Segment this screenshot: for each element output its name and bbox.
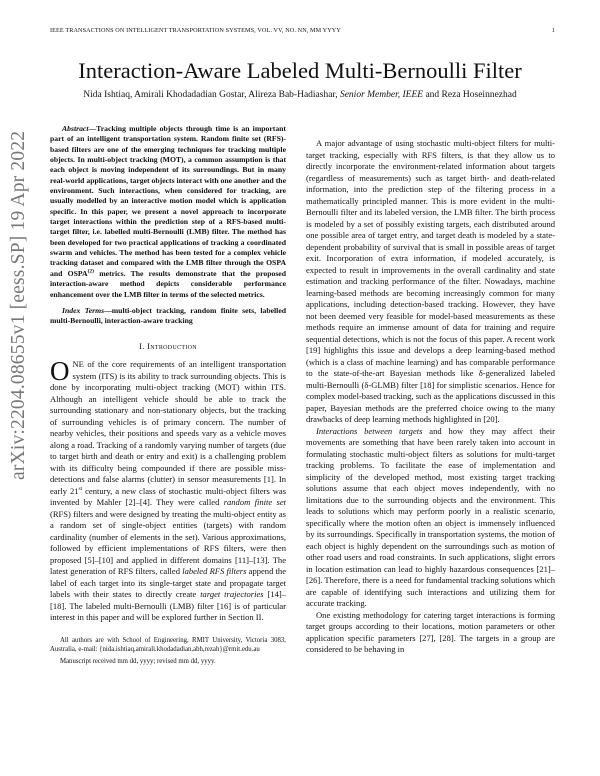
intro-italic-3: target trajectories	[200, 589, 264, 600]
abstract-text-end: metrics. The results demonstrate that the proposed interaction-aware method depicts considerable performance enhancement over the LMB filter in terms of the selected metrics.	[50, 268, 286, 299]
authors-end: and Reza Hoseinnezhad	[423, 90, 517, 100]
authors-main: Nida Ishtiaq, Amirali Khodadadian Gostar, Alireza Bab-Hadiashar,	[83, 90, 340, 100]
right-paragraph-1: A major advantage of using stochastic multi-object filters for multi-target tracking, especially with RFS filters, is that they allow us to directly incorporate the environment-related information about targets (regardless of measurements) such as target birth- and death-related information, into the prediction step of the filtering process in a mathematically principled manner. This is more evident in the multi-Bernoulli filter and its labeled version, the LMB filter. The birth process is modeled by a set of possibly existing targets, each distributed around one possible area of target entry, and target death is modeled by a state-dependent probability of survival that is small in possible areas of target exit. Incorporation of extra information, if modeled accurately, is expected to result in improvements in the overall cardinality and state estimation and tracking performance of the filter. Nowadays, machine learning-based methods are becoming increasingly common for many applications, including detection-based tracking. However, they have not been deemed very feasible for model-based measurements as these methods require an immense amount of data for training and require sequential detections, which is not the focus of this paper. A recent work [19] highlights this issue and develops a deep learning-based method (which is a class of machine learning) and has comparable performance to the state-of-the-art Bayesian methods like δ-generalized labeled multi-Bernoulli (δ-GLMB) filter [18] for simplistic scenarios. Hence for complex model-based tracking, such as the applications discussed in this paper, Bayesian methods are the preferred choice owing to the many drawbacks of deep learning methods highlighted in [20].	[306, 138, 555, 424]
drop-cap: O	[50, 356, 70, 387]
author-list	[30, 90, 570, 100]
section-title-text: Introduction	[147, 340, 197, 351]
intro-italic-2: labeled RFS filters	[182, 566, 247, 577]
abstract	[50, 124, 286, 300]
intro-italic-1: random finite set	[223, 497, 286, 508]
page-number: 1	[551, 27, 555, 34]
abstract-label: Abstract	[62, 124, 89, 133]
right-paragraph-2-text: and how they may affect their movements are something that have been rarely taken into account in formulating stochastic multi-object filters as solutions for multi-target tracking problems. To facilitate the ease of implementation and simplicity of the developed method, most existing target tracking solutions assume that each object moves independently, with no limitations due to the surrounding objects and the environment. This leads to solutions which may perform poorly in a realistic scenario, specifically where the motion often an object is immensely influenced by its surroundings. Specifically in transportation systems, the motion of each object is highly dependent on the surroundings such as motion of other road users and road constraints. In such applications, slight errors in location estimation can lead to highly hazardous consequences [21]–[26]. Therefore, there is a need for fundamental tracking solutions which are capable of identifying such interactions and utilizing them for accurate tracking.	[306, 425, 555, 608]
index-terms-label: Index Terms	[62, 305, 105, 315]
left-column	[50, 124, 286, 666]
arxiv-side-stamp: arXiv:2204.08655v1 [eess.SP] 19 Apr 2022	[8, 130, 29, 480]
affiliation-footnote: All authors are with School of Engineering, RMIT University, Victoria 3083, Australia, e-mail: {nida.ishtiaq,amirali.khodadadian,abh,rezah}@rmit.edu.au	[50, 636, 286, 653]
intro-text-d: append the label of each target into its single-target state and propagate target labels with their states to directly create	[50, 566, 287, 600]
intro-text-c: (RFS) filters and were designed by treating the multi-object entity as a random set of single-object entities (targets) with random cardinality (number of elements in the set). Various approximations, followed by efficient implementations of RFS filters, were then proposed [5]–[10] and applied in different domains [11]–[13]. The latest generation of RFS filters, called	[50, 508, 286, 577]
abstract-text: —Tracking multiple objects through time is an important part of an intelligent transportation system. Random finite set (RFS)-based filters are one of the emerging techniques for tracking multiple objects. In multi-object tracking (MOT), a common assumption is that each object is moving independent of its surroundings. But in many real-world applications, target objects interact with one another and the environment. Such interactions, when considered for tracking, are usually modelled by an interactive motion model which is application specific. In this paper, we present a novel approach to incorporate target interactions within the prediction step of a RFS-based multi-target filter, i.e. labelled multi-Bernoulli (LMB) filter. The method has been developed for two practical applications of tracking a coordinated swarm and vehicles. The method has been tested for a complex vehicle tracking dataset and compared with the LMB filter through the OSPA and OSPA	[50, 124, 286, 278]
section-heading-introduction	[50, 341, 286, 353]
running-header	[50, 27, 555, 34]
intro-paragraph-1	[50, 356, 287, 624]
manuscript-footnote: Manuscript received mm dd, yyyy; revised mm dd, yyyy.	[60, 657, 216, 665]
intro-text-e: [14]–[18]. The labeled multi-Bernoulli (LMB) filter [16] is of particular interest in this paper and will be explored further in Section II.	[50, 589, 287, 623]
intro-sup: st	[78, 485, 83, 492]
right-paragraph-3: One existing methodology for catering target interactions is forming target groups according to their locations, motion parameters or other application specific parameters [27], [28]. The targets in a group are considered to be behaving in	[306, 609, 555, 654]
right-paragraph-2	[306, 426, 555, 610]
paper-title: Interaction-Aware Labeled Multi-Bernoulli Filter	[78, 58, 522, 83]
author-role: Senior Member, IEEE	[339, 90, 424, 100]
running-title: IEEE TRANSACTIONS ON INTELLIGENT TRANSPORTATION SYSTEMS, VOL. VV, NO. NN, MM YYYY	[50, 27, 341, 34]
section-numeral: I.	[139, 340, 148, 351]
intro-text-b: century, a new class of stochastic multi-object filters was invented by Mahler [2]–[4]. They were called	[50, 485, 286, 508]
index-terms-text: —multi-object tracking, random finite sets, labelled multi-Bernoulli, interaction-aware tracking	[50, 305, 287, 326]
intro-text-a: NE of the core requirements of an intelligent transportation system (ITS) is its ability to track surrounding objects. This is done by incorporating multi-object tracking (MOT) within ITS. Although an intelligent vehicle should be able to track the surrounding stationary and non-stationary objects, but the tracking of surrounding vehicles is of primary concern. The number of nearby vehicles, their positions and speeds vary as a vehicle moves along a road. Tracking of a randomly varying number of targets (due to target birth and death or entry and exit) is a challenging problem with its difficulty being compounded if there are possible miss-detections and false alarms (clutter) in sensor measurements [1]. In early 21	[50, 359, 286, 496]
right-italic-lead: Interactions between targets	[316, 425, 423, 436]
right-column	[306, 138, 555, 656]
abstract-sup: (2)	[87, 268, 94, 275]
index-terms	[50, 306, 286, 327]
